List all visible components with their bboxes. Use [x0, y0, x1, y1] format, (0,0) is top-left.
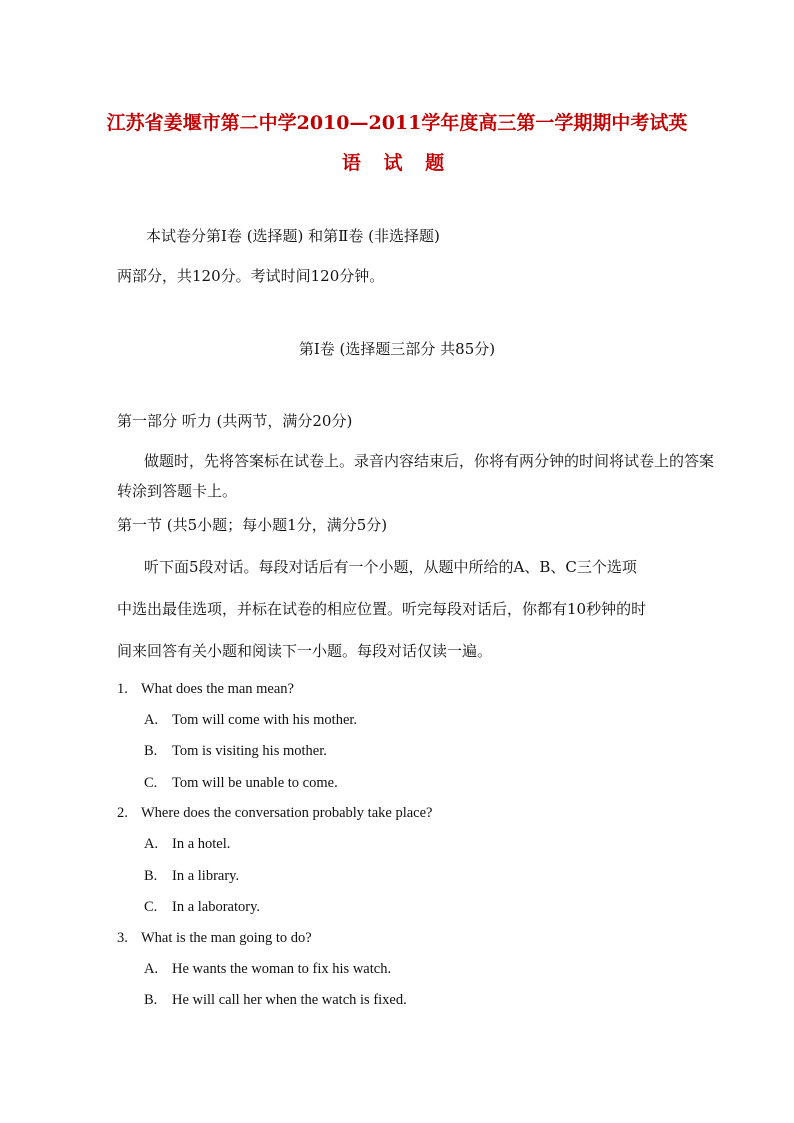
option-letter: A.	[144, 836, 159, 852]
option-letter: C.	[144, 899, 158, 915]
option-text: Tom will come with his mother.	[172, 712, 358, 728]
question-1	[117, 679, 294, 699]
option-1b	[144, 741, 327, 761]
option-2c	[144, 897, 260, 917]
question-text: Where does the conversation probably take place?	[141, 805, 433, 821]
part1-heading: 第一部分 听力 (共两节，满分20分)	[117, 412, 353, 430]
option-letter: B.	[144, 868, 158, 884]
option-text: Tom is visiting his mother.	[172, 743, 327, 759]
question-2	[117, 803, 432, 823]
instruction-line-1: 做题时，先将答案标在试卷上。录音内容结束后，你将有两分钟的时间将试卷上的答案	[144, 452, 715, 470]
question-number: 3.	[117, 930, 128, 946]
option-text: In a hotel.	[172, 836, 231, 852]
question-number: 1.	[117, 681, 128, 697]
section1-heading: 第一节 (共5小题；每小题1分，满分5分)	[117, 516, 388, 534]
directions-line-3: 间来回答有关小题和阅读下一小题。每段对话仅读一遍。	[117, 642, 493, 660]
option-letter: A.	[144, 961, 159, 977]
intro-line-2: 两部分，共120分。考试时间120分钟。	[117, 267, 385, 285]
question-text: What does the man mean?	[141, 681, 294, 697]
intro-line-1: 本试卷分第Ⅰ卷 (选择题) 和第Ⅱ卷 (非选择题)	[146, 227, 440, 245]
option-1c	[144, 773, 338, 793]
exam-title-line-2: 语 试 题	[341, 152, 453, 174]
option-3a	[144, 959, 391, 979]
exam-title-line-1: 江苏省姜堰市第二中学2010—2011学年度高三第一学期期中考试英	[106, 112, 688, 134]
option-letter: C.	[144, 775, 158, 791]
section-heading: 第Ⅰ卷 (选择题三部分 共85分)	[298, 340, 496, 358]
option-letter: B.	[144, 743, 158, 759]
option-text: He wants the woman to fix his watch.	[172, 961, 392, 977]
option-2a	[144, 834, 230, 854]
directions-line-1: 听下面5段对话。每段对话后有一个小题，从题中所给的A、B、C三个选项	[144, 558, 637, 576]
option-1a	[144, 710, 357, 730]
option-3b	[144, 990, 407, 1010]
option-text: In a laboratory.	[172, 899, 261, 915]
question-number: 2.	[117, 805, 128, 821]
option-text: He will call her when the watch is fixed.	[172, 992, 407, 1008]
question-text: What is the man going to do?	[141, 930, 312, 946]
option-2b	[144, 866, 239, 886]
option-text: Tom will be unable to come.	[172, 775, 338, 791]
option-text: In a library.	[172, 868, 240, 884]
instruction-line-2: 转涂到答题卡上。	[117, 482, 238, 500]
option-letter: B.	[144, 992, 158, 1008]
question-3	[117, 928, 312, 948]
directions-line-2: 中选出最佳选项，并标在试卷的相应位置。听完每段对话后，你都有10秒钟的时	[117, 600, 647, 618]
option-letter: A.	[144, 712, 159, 728]
